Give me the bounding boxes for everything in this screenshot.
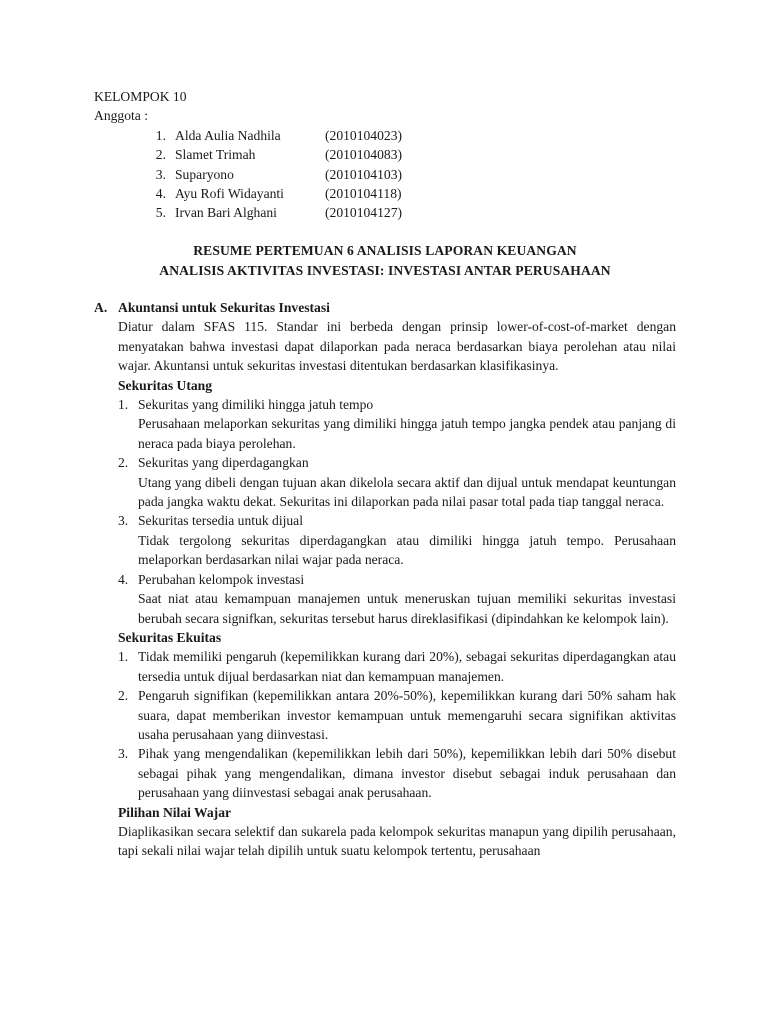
member-name: Ayu Rofi Widayanti: [175, 186, 284, 202]
list-item: [118, 453, 676, 511]
section-title: Akuntansi untuk Sekuritas Investasi: [118, 300, 330, 315]
member-name: Alda Aulia Nadhila: [175, 127, 281, 143]
item-title: Sekuritas tersedia untuk dijual: [138, 513, 303, 529]
member-row: [94, 165, 694, 184]
equity-securities-heading: Sekuritas Ekuitas: [118, 629, 222, 645]
item-text: Pihak yang mengendalikan (kepemilikkan lebih dari 50%), kepemilikkan lebih dari 50% disebut sebagai pihak yang mengendalikan, dimana investor disebut sebagai induk perusahaan dan perusahaan yang diinvestasi sebagai anak perusahaan.: [138, 746, 676, 801]
debt-securities-heading: Sekuritas Utang: [118, 377, 213, 393]
section-heading: [94, 298, 676, 317]
section-intro: Diatur dalam SFAS 115. Standar ini berbeda dengan prinsip lower-of-cost-of-market dengan menyatakan bahwa investasi dapat dilaporkan pada neraca berdasarkan biaya perolehan atau nilai wajar. Akuntansi untuk sekuritas investasi ditentukan berdasarkan klasifikasinya.: [118, 319, 676, 374]
member-row: [94, 203, 694, 222]
item-text: Saat niat atau kemampuan manajemen untuk meneruskan tujuan memiliki sekuritas investasi berubah secara signifkan, sekuritas tersebut harus direklasifikasi (dipindahkan ke kelompok lain).: [138, 591, 676, 626]
group-header: [94, 87, 694, 223]
fair-value-text: Diaplikasikan secara selektif dan sukarela pada kelompok sekuritas manapun yang dipilih perusahaan, tapi sekali nilai wajar telah dipilih untuk suatu kelompok tertentu, perusahaan: [118, 823, 676, 859]
member-id: (2010104127): [325, 205, 403, 221]
section-a: [94, 298, 676, 861]
fair-value-heading: Pilihan Nilai Wajar: [118, 804, 232, 820]
section-letter: A.: [94, 300, 108, 315]
member-id: (2010104083): [325, 147, 403, 163]
list-item: [118, 686, 676, 744]
item-number: 4.: [118, 571, 129, 587]
member-number: 4.: [155, 186, 166, 202]
member-number: 1.: [155, 127, 166, 143]
item-title: Sekuritas yang dimiliki hingga jatuh tempo: [138, 397, 374, 413]
item-title: Perubahan kelompok investasi: [138, 571, 305, 587]
member-row: [94, 184, 694, 203]
member-name: Suparyono: [175, 166, 234, 182]
item-title: Sekuritas yang diperdagangkan: [138, 455, 309, 471]
list-item: [118, 395, 676, 453]
item-number: 2.: [118, 455, 129, 471]
member-name: Irvan Bari Alghani: [175, 205, 277, 221]
member-number: 3.: [155, 166, 166, 182]
item-number: 3.: [118, 746, 129, 762]
item-number: 1.: [118, 649, 129, 665]
member-number: 2.: [155, 147, 166, 163]
title-line-1: RESUME PERTEMUAN 6 ANALISIS LAPORAN KEUANGAN: [193, 243, 577, 258]
list-item: [118, 744, 676, 802]
member-id: (2010104023): [325, 127, 403, 143]
item-text: Tidak tergolong sekuritas diperdagangkan atau dimiliki hingga jatuh tempo. Perusahaan melaporkan berdasarkan nilai wajar pada neraca.: [138, 532, 676, 568]
members-list: [94, 126, 694, 223]
title-line-2: ANALISIS AKTIVITAS INVESTASI: INVESTASI ANTAR PERUSAHAAN: [159, 262, 611, 278]
item-number: 1.: [118, 397, 129, 413]
list-item: [118, 570, 676, 628]
item-number: 3.: [118, 513, 129, 529]
member-id: (2010104118): [325, 186, 402, 202]
member-row: [94, 126, 694, 145]
member-id: (2010104103): [325, 166, 403, 182]
document-title: [94, 241, 676, 281]
list-item: [118, 647, 676, 686]
item-text: Tidak memiliki pengaruh (kepemilikkan kurang dari 20%), sebagai sekuritas diperdagangkan atau tersedia untuk dijual berdasarkan niat dan kemampuan manajemen.: [138, 649, 676, 684]
item-number: 2.: [118, 688, 129, 704]
item-text: Pengaruh signifikan (kepemilikkan antara 20%-50%), kepemilikkan kurang dari 50% saham hak suara, dapat memberikan investor kemampuan untuk memengaruhi secara signifikan aktivitas usaha perusahaan yang diinvestasi.: [138, 688, 676, 742]
members-label: Anggota :: [94, 108, 148, 124]
group-name: KELOMPOK 10: [94, 89, 187, 104]
member-number: 5.: [155, 205, 166, 221]
list-item: [118, 511, 676, 569]
member-name: Slamet Trimah: [175, 147, 256, 163]
member-row: [94, 145, 694, 164]
item-text: Perusahaan melaporkan sekuritas yang dimiliki hingga jatuh tempo jangka pendek atau panjang di neraca pada biaya perolehan.: [138, 416, 676, 451]
item-text: Utang yang dibeli dengan tujuan akan dikelola secara aktif dan dijual untuk mendapat keuntungan pada jangka waktu dekat. Sekuritas ini dilaporkan pada nilai pasar total pada tiap tanggal neraca.: [138, 474, 676, 510]
